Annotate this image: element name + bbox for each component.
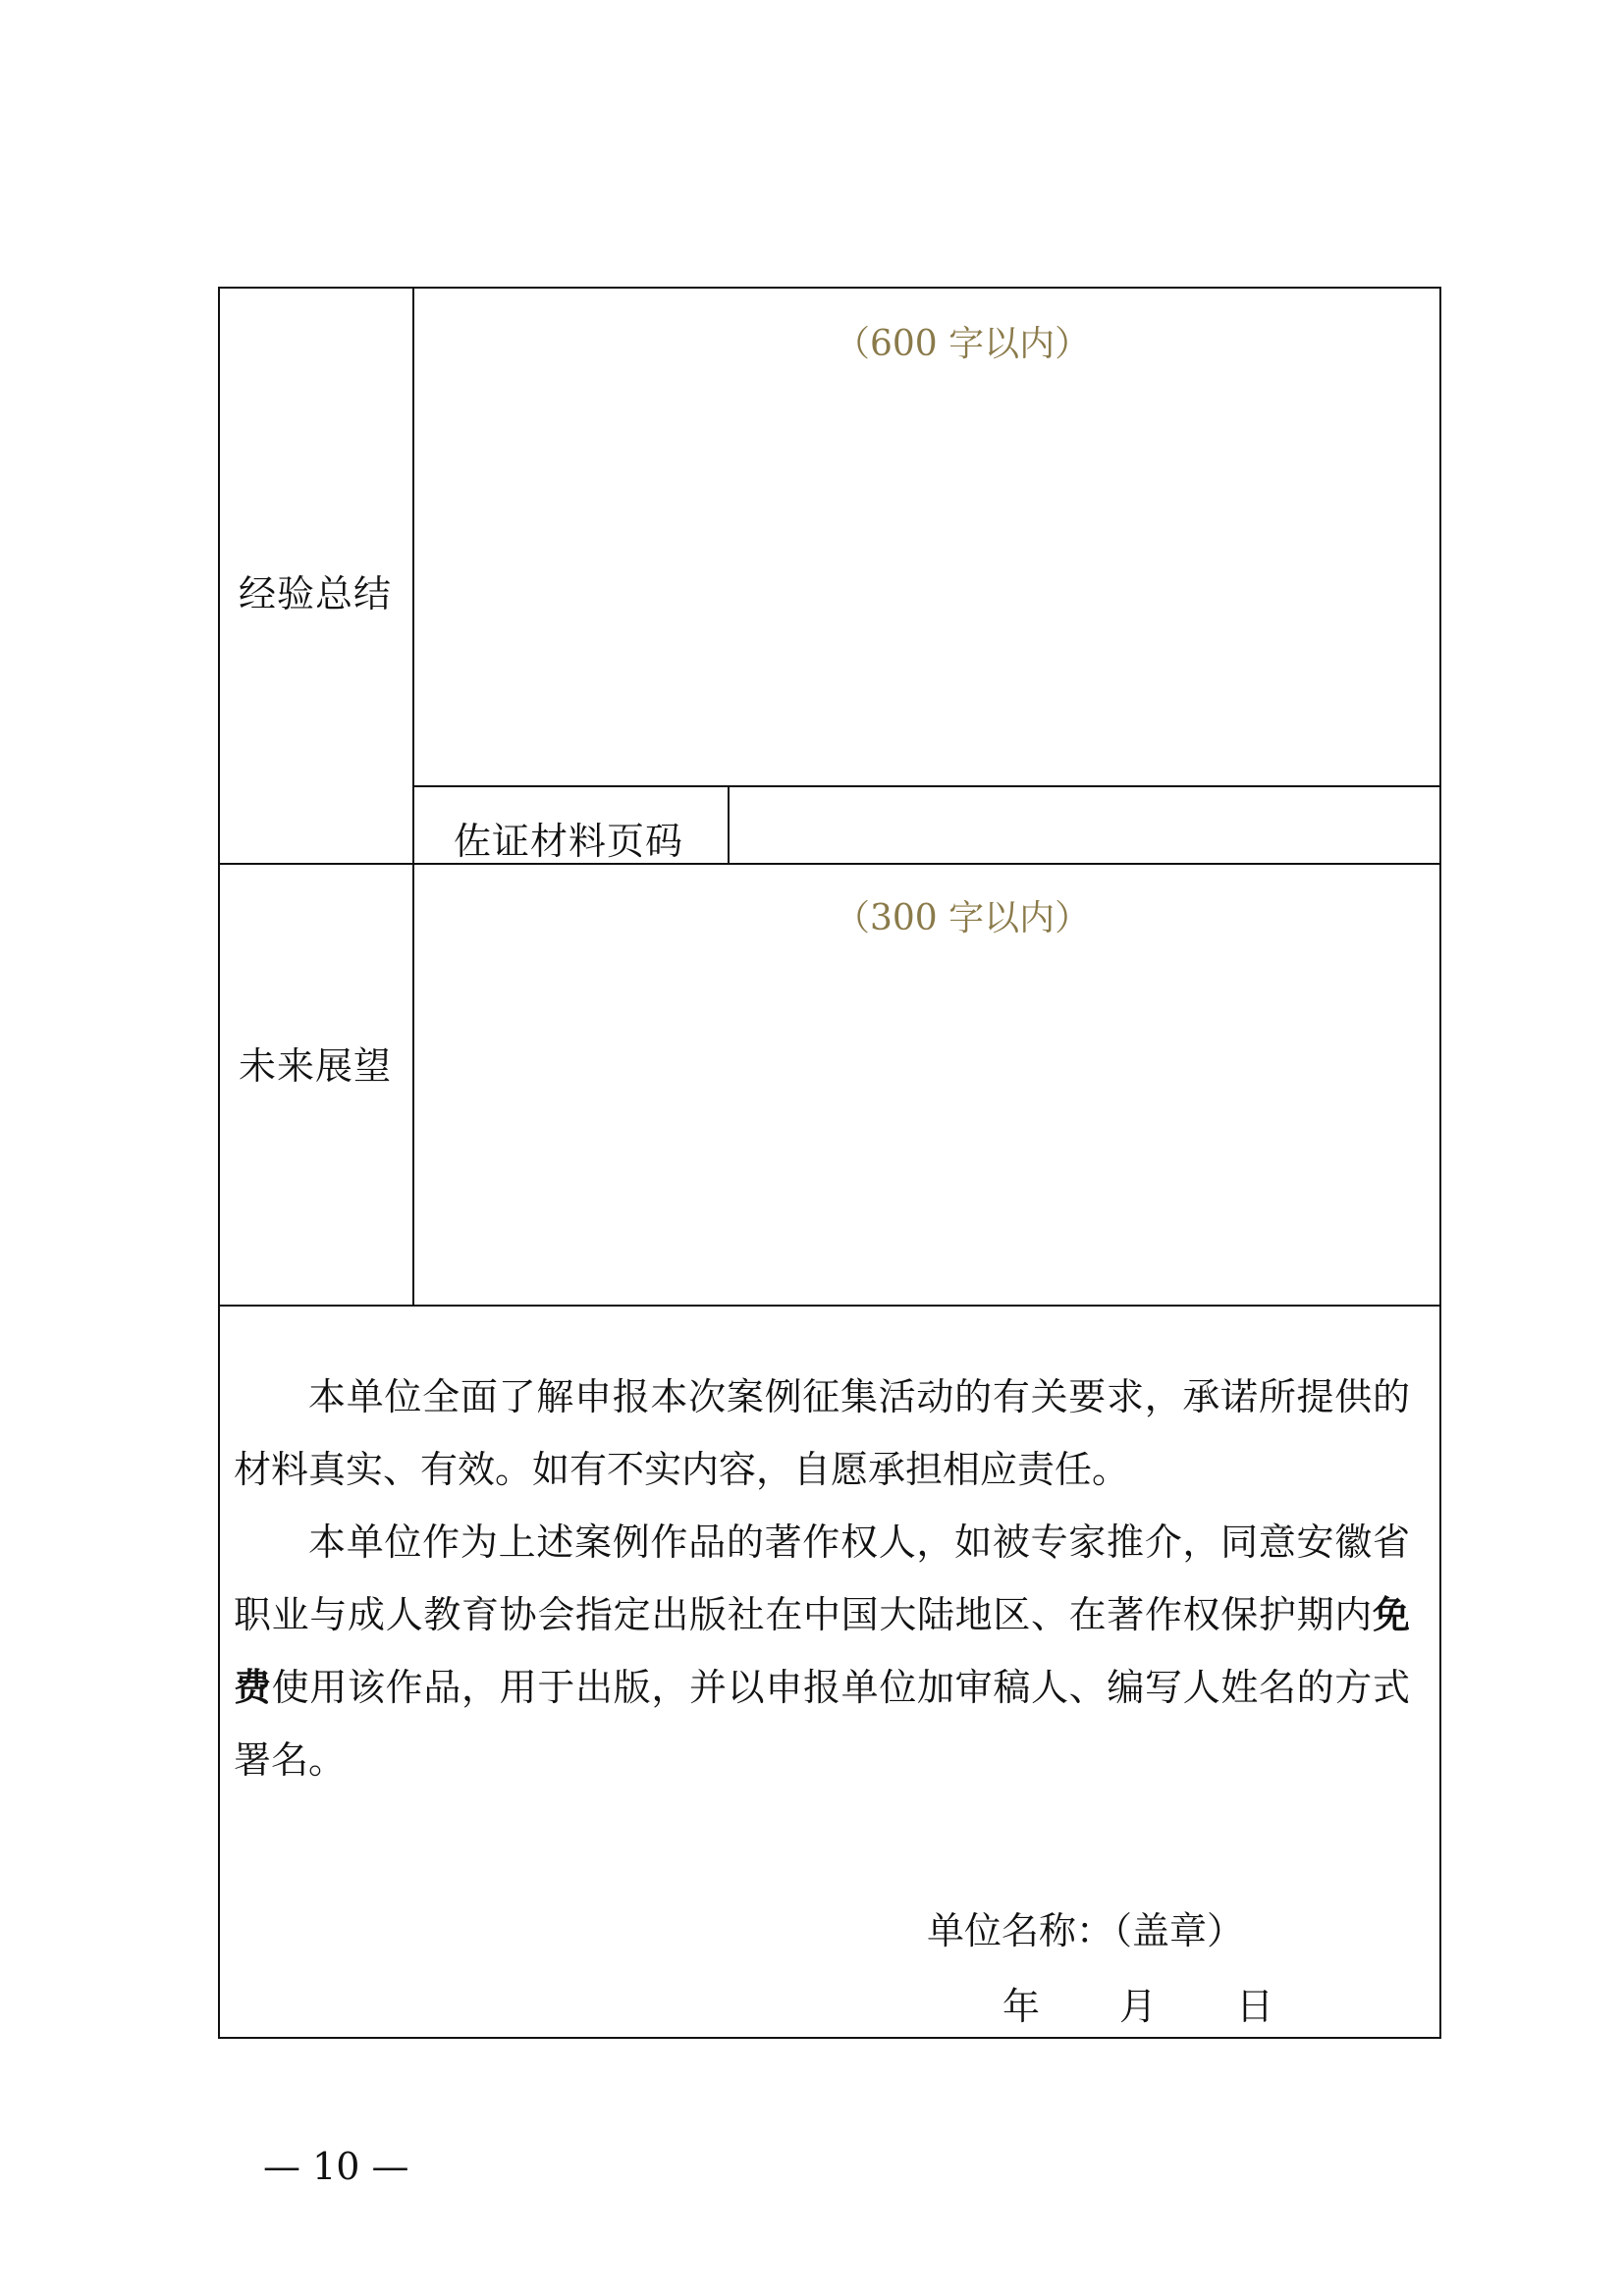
outlook-word-limit-hint: （300 字以内） <box>835 898 1091 938</box>
table-top-border <box>218 287 1441 289</box>
table-left-border <box>218 287 220 2039</box>
table-bottom-border <box>218 2037 1441 2039</box>
experience-summary-input-area[interactable] <box>416 291 1437 783</box>
future-outlook-input-area[interactable] <box>416 867 1437 1303</box>
date-year-label: 年 <box>1002 1985 1041 2028</box>
unit-name-seal-label: 单位名称：（盖章） <box>927 1909 1245 1952</box>
date-month-label: 月 <box>1119 1985 1158 2028</box>
declaration-paragraph-1: 本单位全面了解申报本次案例征集活动的有关要求，承诺所提供的材料真实、有效。如有不实内容，自愿承担相应责任。 <box>234 1375 1410 1491</box>
declaration-row-top-border <box>218 1305 1441 1307</box>
experience-word-limit-hint: （600 字以内） <box>835 324 1091 364</box>
date-day-label: 日 <box>1236 1985 1274 2028</box>
declaration-text <box>234 1361 1410 1796</box>
label-column-divider <box>412 287 414 1306</box>
experience-summary-label: 经验总结 <box>239 572 393 615</box>
outlook-row-top-border <box>218 863 1441 865</box>
declaration-paragraph-2: 本单位作为上述案例作品的著作权人，如被专家推介，同意安徽省职业与成人教育协会指定出版社在中国大陆地区、在著作权保护期内免费使用该作品，用于出版，并以申报单位加审稿人、编写人姓名的方式署名。 <box>234 1521 1410 1782</box>
evidence-page-input[interactable] <box>731 789 1437 861</box>
future-outlook-label: 未来展望 <box>239 1044 393 1088</box>
evidence-row-top-border <box>412 785 1441 787</box>
evidence-cell-divider <box>728 785 730 864</box>
page-number: — 10 — <box>263 2145 409 2188</box>
table-right-border <box>1439 287 1441 2039</box>
free-emphasis: 免费 <box>234 1592 1410 1709</box>
evidence-page-label: 佐证材料页码 <box>454 820 684 863</box>
